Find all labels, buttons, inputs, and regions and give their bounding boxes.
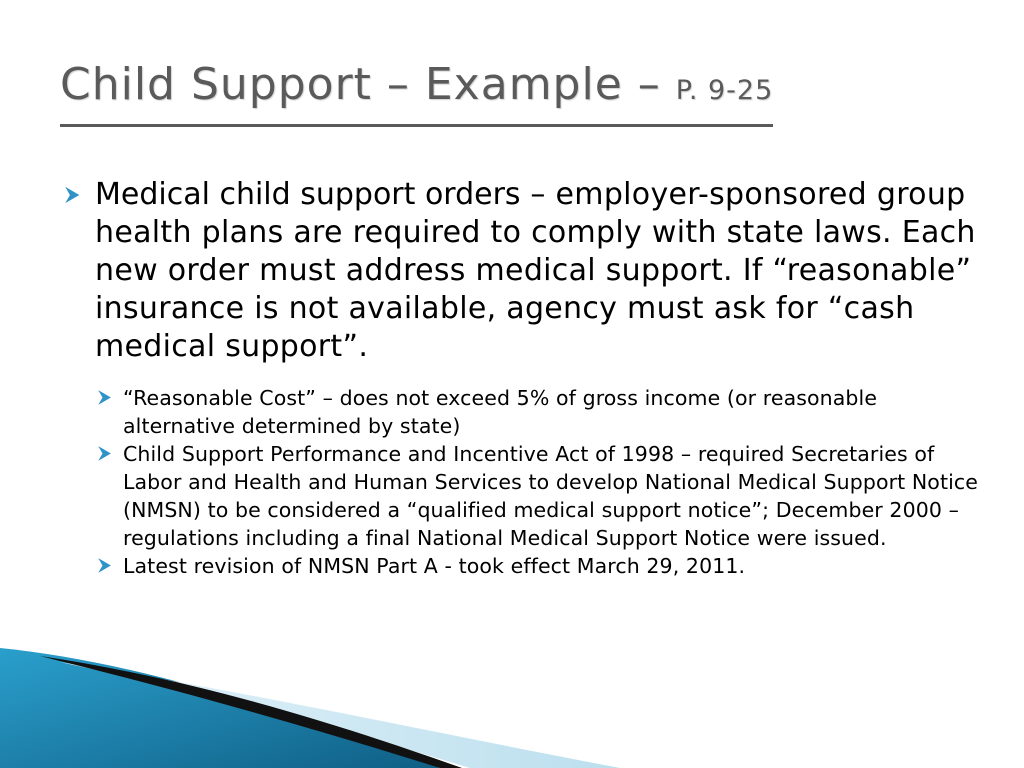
sub-bullet-body-text: Child Support Performance and Incentive Act of 1998 – required Secretaries of Labor and Health and Human Services to develop National Medical Support Notice (NMSN) to be considered a “qualified medical support notice”; December 2000 – regulations including a final National Medical Support Notice were issued.: [123, 442, 978, 550]
slide-title-main: Child Support – Example –: [60, 59, 676, 110]
sub-bullet-body-text: Latest revision of NMSN Part A - took effect March 29, 2011.: [123, 554, 746, 578]
sub-bullet-incentive-act: [99, 440, 986, 552]
arrow-bullet-icon: ⮞: [66, 184, 80, 205]
sub-bullet-list: [99, 384, 986, 580]
arrow-bullet-icon: ⮞: [99, 387, 111, 406]
slide-title-page-ref: P. 9-25: [675, 75, 774, 106]
bullet-lead-text: Medical child support orders: [95, 177, 521, 212]
corner-dark-swoosh: [40, 656, 462, 768]
sub-bullet-reasonable-cost: [99, 384, 986, 440]
bullet-medical-orders: [66, 176, 986, 366]
slide-content: [66, 176, 986, 580]
sub-bullet-lead-text: “Reasonable Cost”: [123, 386, 316, 410]
corner-light-band: [60, 662, 620, 768]
sub-bullet-body-text: – does not exceed 5% of gross income (or reasonable alternative determined by state): [123, 386, 878, 438]
slide-title: [60, 52, 773, 127]
sub-bullet-latest-revision: [99, 552, 986, 580]
arrow-bullet-icon: ⮞: [99, 555, 111, 574]
corner-blue-wedge: [0, 648, 440, 768]
arrow-bullet-icon: ⮞: [99, 443, 111, 462]
bullet-body-text: – employer-sponsored group health plans are required to comply with state laws. Each new order must address medical support. If “reasonable” insurance is not available, agency must ask for “cash medical support”.: [95, 177, 976, 364]
